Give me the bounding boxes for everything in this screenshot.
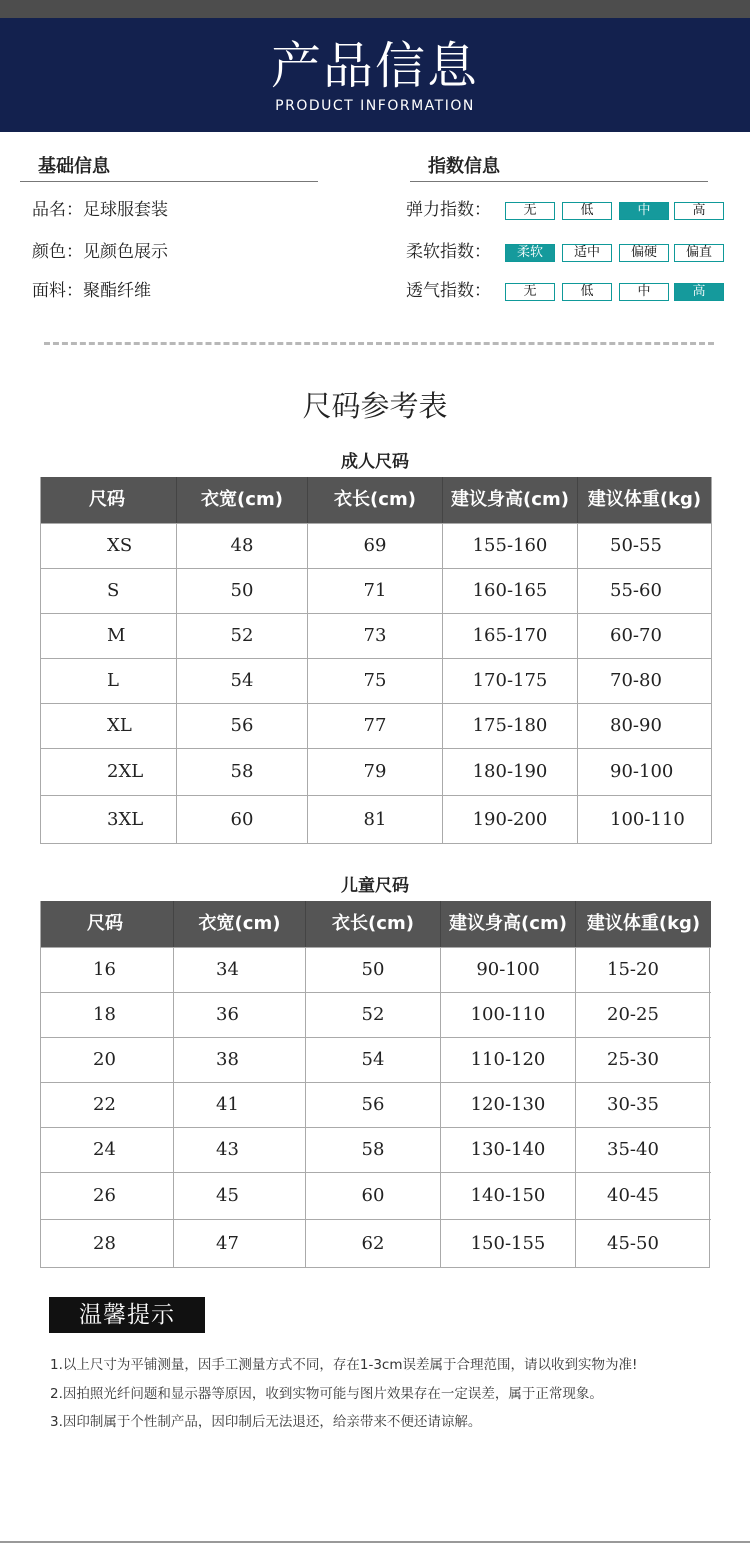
table-cell: 130-140: [441, 1128, 576, 1172]
info-row-name: [32, 199, 168, 221]
table-cell: 15-20: [607, 959, 659, 980]
table-cell: 20-25: [607, 1004, 659, 1025]
table-cell: 35-40: [607, 1139, 659, 1160]
table-cell: 190-200: [443, 796, 578, 843]
breathability-option-low: 低: [562, 283, 612, 301]
header-weight: 建议体重(kg): [587, 489, 702, 510]
table-cell: 165-170: [443, 614, 578, 658]
softness-option-moderate: 适中: [562, 244, 612, 262]
table-cell: 24: [41, 1128, 174, 1172]
top-strip: [0, 0, 750, 18]
index-label: 透气指数：: [406, 281, 491, 301]
table-cell: 36: [174, 993, 306, 1037]
tip-note-3: 3.因印制属于个性制产品，因印制后无法退还，给亲带来不便还请谅解。: [50, 1414, 482, 1430]
page-header: [0, 18, 750, 132]
table-cell: 56: [306, 1083, 441, 1127]
table-cell: 60-70: [610, 625, 662, 646]
table-cell: 45: [174, 1173, 306, 1219]
table-cell: 3XL: [41, 796, 177, 843]
table-cell: 58: [306, 1128, 441, 1172]
table-row: [41, 1172, 711, 1219]
table-cell: 69: [308, 524, 443, 568]
table-cell: 150-155: [441, 1220, 576, 1267]
info-value: 足球服套装: [83, 200, 168, 220]
breathability-option-none: 无: [505, 283, 555, 301]
table-cell: 50-55: [610, 535, 662, 556]
kids-size-table: [40, 901, 710, 1268]
table-cell: 56: [177, 704, 308, 748]
table-cell: 50: [177, 569, 308, 613]
table-cell: 2XL: [41, 749, 177, 795]
info-label: 颜色：: [32, 242, 83, 262]
kids-size-caption: 儿童尺码: [341, 876, 409, 896]
table-cell: 79: [308, 749, 443, 795]
header-height: 建议身高(cm): [441, 901, 576, 947]
table-cell: 75: [308, 659, 443, 703]
header-size: 尺码: [41, 477, 177, 523]
table-cell: 81: [308, 796, 443, 843]
table-cell: M: [41, 614, 177, 658]
table-cell: 18: [41, 993, 174, 1037]
table-cell: 43: [174, 1128, 306, 1172]
table-cell: 110-120: [441, 1038, 576, 1082]
table-row: [41, 1127, 711, 1172]
table-row: [41, 992, 711, 1037]
table-cell: 41: [174, 1083, 306, 1127]
table-header: [41, 477, 711, 523]
table-cell: 48: [177, 524, 308, 568]
table-cell: 77: [308, 704, 443, 748]
elasticity-option-medium: 中: [619, 202, 669, 220]
adult-size-caption: 成人尺码: [341, 452, 409, 472]
page-title: 产品信息: [271, 37, 479, 95]
info-value: 见颜色展示: [83, 242, 168, 262]
table-cell: 55-60: [610, 580, 662, 601]
table-cell: 60: [177, 796, 308, 843]
table-cell: 70-80: [610, 670, 662, 691]
elasticity-option-high: 高: [674, 202, 724, 220]
table-row: [41, 947, 711, 992]
table-row: [41, 658, 711, 703]
table-cell: 30-35: [607, 1094, 659, 1115]
elasticity-option-none: 无: [505, 202, 555, 220]
table-cell: 175-180: [443, 704, 578, 748]
table-row: [41, 1219, 711, 1267]
softness-option-hard: 偏硬: [619, 244, 669, 262]
header-width: 衣宽(cm): [174, 901, 306, 947]
header-length: 衣长(cm): [308, 477, 443, 523]
table-cell: 71: [308, 569, 443, 613]
table-cell: 34: [174, 948, 306, 992]
table-cell: 54: [177, 659, 308, 703]
basic-info-heading: 基础信息: [38, 156, 110, 177]
table-row: [41, 795, 711, 843]
dashed-divider: [44, 342, 714, 345]
table-row: [41, 523, 711, 568]
table-cell: 73: [308, 614, 443, 658]
tip-note-2: 2.因拍照光纤问题和显示器等原因，收到实物可能与图片效果存在一定误差，属于正常现象。: [50, 1386, 603, 1402]
tip-note-1: 1.以上尺寸为平铺测量，因手工测量方式不同，存在1-3cm误差属于合理范围，请以收到实物为准!: [50, 1357, 638, 1373]
breathability-option-medium: 中: [619, 283, 669, 301]
header-width: 衣宽(cm): [177, 477, 308, 523]
index-label: 柔软指数：: [406, 242, 491, 262]
table-row: [41, 1082, 711, 1127]
table-cell: 52: [306, 993, 441, 1037]
adult-size-table: [40, 477, 712, 844]
table-cell: 170-175: [443, 659, 578, 703]
table-cell: 100-110: [610, 809, 685, 830]
basic-info-divider: [20, 181, 318, 182]
table-cell: 100-110: [441, 993, 576, 1037]
softness-option-soft: 柔软: [505, 244, 555, 262]
header-height: 建议身高(cm): [443, 477, 578, 523]
table-cell: 180-190: [443, 749, 578, 795]
table-row: [41, 613, 711, 658]
table-cell: S: [41, 569, 177, 613]
header-size: 尺码: [41, 901, 174, 947]
index-label: 弹力指数：: [406, 200, 491, 220]
page-subtitle: PRODUCT INFORMATION: [275, 98, 475, 114]
info-row-fabric: [32, 280, 151, 302]
elasticity-option-low: 低: [562, 202, 612, 220]
table-cell: 26: [41, 1173, 174, 1219]
header-weight: 建议体重(kg): [586, 913, 701, 934]
table-cell: 60: [306, 1173, 441, 1219]
index-info-heading: 指数信息: [428, 156, 500, 177]
table-row: [41, 703, 711, 748]
table-cell: 38: [174, 1038, 306, 1082]
table-cell: XS: [41, 524, 177, 568]
table-cell: 120-130: [441, 1083, 576, 1127]
table-cell: 58: [177, 749, 308, 795]
table-cell: 25-30: [607, 1049, 659, 1070]
table-cell: 28: [41, 1220, 174, 1267]
table-cell: 47: [174, 1220, 306, 1267]
table-cell: 140-150: [441, 1173, 576, 1219]
table-cell: 50: [306, 948, 441, 992]
table-cell: 20: [41, 1038, 174, 1082]
index-info-divider: [410, 181, 708, 182]
table-cell: 90-100: [610, 761, 674, 782]
table-cell: 160-165: [443, 569, 578, 613]
table-cell: 40-45: [607, 1185, 659, 1206]
tips-badge: 温馨提示: [49, 1297, 205, 1333]
table-cell: 155-160: [443, 524, 578, 568]
table-cell: 22: [41, 1083, 174, 1127]
info-row-color: [32, 241, 168, 263]
softness-option-stiff: 偏直: [674, 244, 724, 262]
info-label: 面料：: [32, 281, 83, 301]
header-length: 衣长(cm): [306, 901, 441, 947]
info-label: 品名：: [32, 200, 83, 220]
table-cell: XL: [41, 704, 177, 748]
table-header: [41, 901, 711, 947]
size-chart-title: 尺码参考表: [302, 389, 448, 423]
table-cell: 54: [306, 1038, 441, 1082]
table-row: [41, 568, 711, 613]
table-cell: L: [41, 659, 177, 703]
info-value: 聚酯纤维: [83, 281, 151, 301]
table-cell: 90-100: [441, 948, 576, 992]
breathability-option-high: 高: [674, 283, 724, 301]
table-cell: 16: [41, 948, 174, 992]
table-row: [41, 1037, 711, 1082]
table-cell: 52: [177, 614, 308, 658]
table-cell: 62: [306, 1220, 441, 1267]
table-row: [41, 748, 711, 795]
table-cell: 80-90: [610, 715, 662, 736]
table-cell: 45-50: [607, 1233, 659, 1254]
